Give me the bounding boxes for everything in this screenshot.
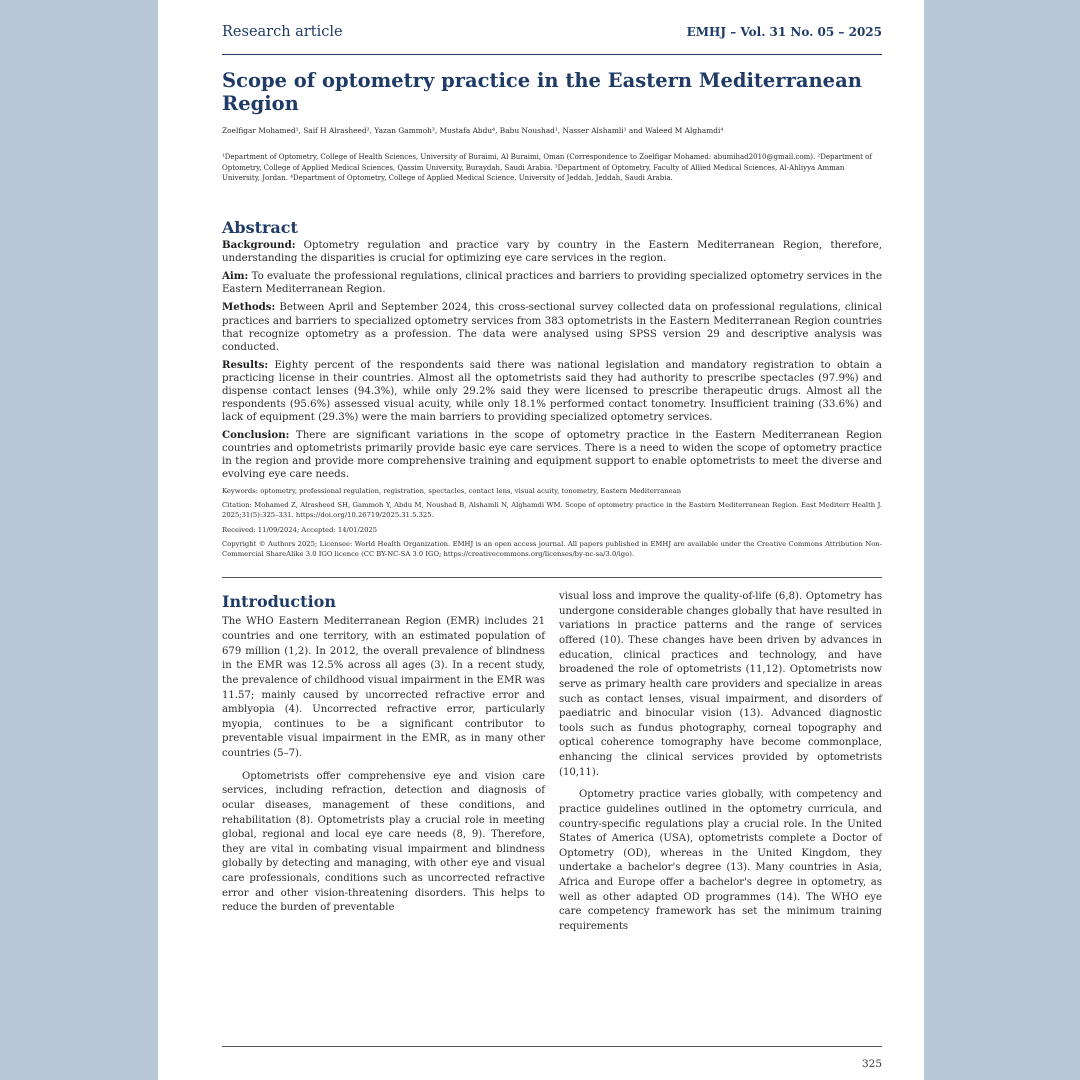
copyright: Copyright © Authors 2025; Licensee: World Health Organization. EMHJ is an open access journal. All papers published in EMHJ are available under the Creative Commons Attribution Non-Commercial ShareAlike 3.0 IGO licence (CC BY-NC-SA 3.0 IGO; https://creativecommons.org/licenses/by-nc-sa/3.0/igo). [222, 539, 882, 559]
methods-label: Methods: [222, 301, 276, 314]
background-label: Background: [222, 239, 296, 252]
journal-info: EMHJ – Vol. 31 No. 05 – 2025 [686, 25, 882, 39]
article-page [158, 0, 924, 1080]
background-text: Optometry regulation and practice vary by country in the Eastern Mediterranean Region, therefore, understanding the disparities is crucial for optimizing eye care services in the region. [222, 240, 882, 265]
intro-paragraph-2: Optometrists offer comprehensive eye and vision care services, including refraction, detection and diagnosis of ocular diseases, management of these conditions, and rehabilitation (8). Optometrists play a crucial role in meeting global, regional and local eye care needs (8, 9). Therefore, they are vital in combating visual impairment and blindness globally by detecting and managing, with other eye and visual care professionals, conditions such as uncorrected refractive error and other vision-threatening disorders. This helps to reduce the burden of preventable [222, 770, 545, 914]
intro-paragraph-4: Optometry practice varies globally, with competency and practice guidelines outlined in the optometry curricula, and country-specific regulations play a crucial role. In the United States of America (USA), optometrists complete a Doctor of Optometry (OD), whereas in the United Kingdom, they undertake a bachelor's degree (13). Many countries in Asia, Africa and Europe offer a bachelor's degree in optometry, as well as other adapted OD programmes (14). The WHO eye care competency framework has set the minimum training requirements [559, 789, 882, 932]
conclusion-text: There are significant variations in the scope of optometry practice in the Eastern Mediterranean Region countries and optometrists primarily provide basic eye care services. There is a need to widen the scope of optometry practice in the region and provide more comprehensive training and equipment support to enable optometrists to meet the diverse and evolving eye care needs. [222, 429, 882, 481]
footer-divider [222, 1046, 882, 1047]
page-header [222, 0, 882, 55]
intro-paragraph-1: The WHO Eastern Mediterranean Region (EMR) includes 21 countries and one territory, with an estimated population of 679 million (1,2). In 2012, the overall prevalence of blindness in the EMR was 12.5% across all ages (3). In a recent study, the prevalence of childhood visual impairment in the EMR was 11.57; mainly caused by uncorrected refractive error and amblyopia (4). Uncorrected refractive error, particularly myopia, continues to be a significant contributor to preventable visual impairment in the EMR, as in many other countries (5–7). [222, 616, 545, 760]
abstract-conclusion [222, 429, 882, 481]
abstract-background [222, 239, 882, 265]
page-number: 325 [861, 1058, 882, 1070]
author-list: Zoelfigar Mohamed¹, Saif H Alrasheed², Yazan Gammoh³, Mustafa Abdu⁴, Babu Noushad¹, Nasser Alshamli¹ and Waleed M Alghamdi⁴ [222, 125, 724, 135]
received-date: Received: 11/09/2024; Accepted: 14/01/2025 [222, 525, 378, 534]
body-columns [222, 590, 882, 942]
results-label: Results: [222, 358, 269, 371]
abstract-methods [222, 301, 882, 353]
right-column [559, 590, 882, 942]
aim-text: To evaluate the professional regulations, clinical practices and barriers to providing specialized optometry services in the Eastern Mediterranean Region. [222, 271, 882, 296]
affiliations: ¹Department of Optometry, College of Health Sciences, University of Buraimi, Al Buraimi, Oman (Correspondence to Zoelfigar Mohamed: abumihad2010@gmail.com). ²Department of Optometry, College of Applied Medical Sciences, Qassim University, Buraydah, Saudi Arabia. ³Department of Optometry, Faculty of Allied Medical Sciences, Al-Ahliyya Amman University, Jordan. ⁴Department of Optometry, College of Applied Medical Science, University of Jeddah, Jeddah, Saudi Arabia. [222, 152, 872, 183]
keywords: Keywords: optometry, professional regulation, registration, spectacles, contact lens, visual acuity, tonometry, Eastern Mediterranean [222, 487, 682, 496]
section-divider [222, 577, 882, 578]
left-column [222, 590, 545, 942]
intro-paragraph-3: visual loss and improve the quality-of-life (6,8). Optometry has undergone considerable changes globally that have resulted in variations in practice patterns and the range of services offered (10). These changes have been driven by advances in education, clinical practices and technology, and have broadened the role of optometrists (11,12). Optometrists now serve as primary health care providers and specialize in areas such as contact lenses, visual impairment, and disorders of paediatric and binocular vision (13). Advanced diagnostic tools such as fundus photography, corneal topography and optical coherence tomography have become commonplace, enhancing the clinical services provided by optometrists (10,11). [559, 591, 882, 778]
abstract-results [222, 359, 882, 424]
results-text: Eighty percent of the respondents said there was national legislation and mandatory registration to obtain a practicing license in their countries. Almost all the optometrists said they had authority to prescribe spectacles (97.9%) and dispense contact lenses (94.3%), while only 29.2% said they were licensed to prescribe therapeutic drugs. Almost all the respondents (95.6%) assessed visual acuity, while only 18.1% performed contact tonometry. Insufficient training (33.6%) and lack of equipment (29.3%) were the main barriers to providing specialized optometry services. [222, 359, 882, 423]
citation: Citation: Mohamed Z, Alrasheed SH, Gammoh Y, Abdu M, Noushad B, Alshamli N, Alghamdi WM. Scope of optometry practice in the Eastern Mediterranean Region. East Mediterr Health J. 2025;31(5):325–331. https://doi.org/10.26719/2025.31.5.325. [222, 501, 882, 520]
abstract-heading: Abstract [222, 218, 298, 238]
conclusion-label: Conclusion: [222, 428, 290, 441]
article-title: Scope of optometry practice in the Eastern Mediterranean Region [222, 69, 862, 116]
section-label: Research article [222, 24, 343, 40]
aim-label: Aim: [222, 270, 249, 283]
methods-text: Between April and September 2024, this cross-sectional survey collected data on professional regulations, clinical practices and barriers to specialized optometry services from 383 optometrists in the Eastern Mediterranean Region countries that recognize optometry as a profession. The data were analysed using SPSS version 29 and descriptive analysis was conducted. [222, 302, 882, 353]
abstract-aim [222, 270, 882, 296]
introduction-heading: Introduction [222, 592, 336, 612]
